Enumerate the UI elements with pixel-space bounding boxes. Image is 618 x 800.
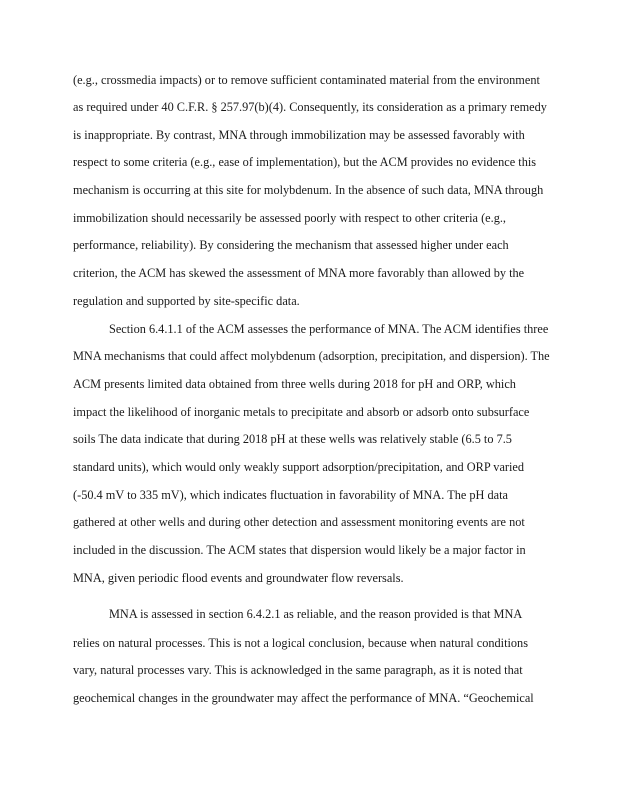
text-line: Section 6.4.1.1 of the ACM assesses the performance of MNA. The ACM identifies three [109,322,549,336]
text-line: MNA, given periodic flood events and groundwater flow reversals. [73,571,404,585]
text-line: (-50.4 mV to 335 mV), which indicates fluctuation in favorability of MNA. The pH data [73,488,508,502]
text-line: mechanism is occurring at this site for molybdenum. In the absence of such data, MNA through [73,183,544,197]
text-line: standard units), which would only weakly support adsorption/precipitation, and ORP varied [73,460,525,474]
text-line: performance, reliability). By considering the mechanism that assessed higher under each [73,238,509,252]
text-line: gathered at other wells and during other detection and assessment monitoring events are not [73,515,525,529]
text-line: (e.g., crossmedia impacts) or to remove sufficient contaminated material from the environment [73,73,540,87]
text-line: ACM presents limited data obtained from three wells during 2018 for pH and ORP, which [73,377,516,391]
text-line: included in the discussion. The ACM states that dispersion would likely be a major factor in [73,543,526,557]
text-line: geochemical changes in the groundwater may affect the performance of MNA. “Geochemical [73,691,534,705]
text-line: criterion, the ACM has skewed the assessment of MNA more favorably than allowed by the [73,266,525,280]
text-line: regulation and supported by site-specific data. [73,294,300,308]
text-line: impact the likelihood of inorganic metals to precipitate and absorb or adsorb onto subsurface [73,405,530,419]
text-line: is inappropriate. By contrast, MNA through immobilization may be assessed favorably with [73,128,525,142]
text-line: vary, natural processes vary. This is acknowledged in the same paragraph, as it is noted that [73,663,523,677]
text-line: relies on natural processes. This is not a logical conclusion, because when natural conditions [73,636,528,650]
text-line: as required under 40 C.F.R. § 257.97(b)(4). Consequently, its consideration as a primary remedy [73,100,547,114]
text-line: soils The data indicate that during 2018 pH at these wells was relatively stable (6.5 to 7.5 [73,432,512,446]
text-line: immobilization should necessarily be assessed poorly with respect to other criteria (e.g., [73,211,507,225]
text-line: MNA is assessed in section 6.4.2.1 as reliable, and the reason provided is that MNA [109,607,523,621]
text-line: respect to some criteria (e.g., ease of implementation), but the ACM provides no evidence this [73,155,537,169]
text-line: MNA mechanisms that could affect molybdenum (adsorption, precipitation, and dispersion). The [73,349,550,363]
